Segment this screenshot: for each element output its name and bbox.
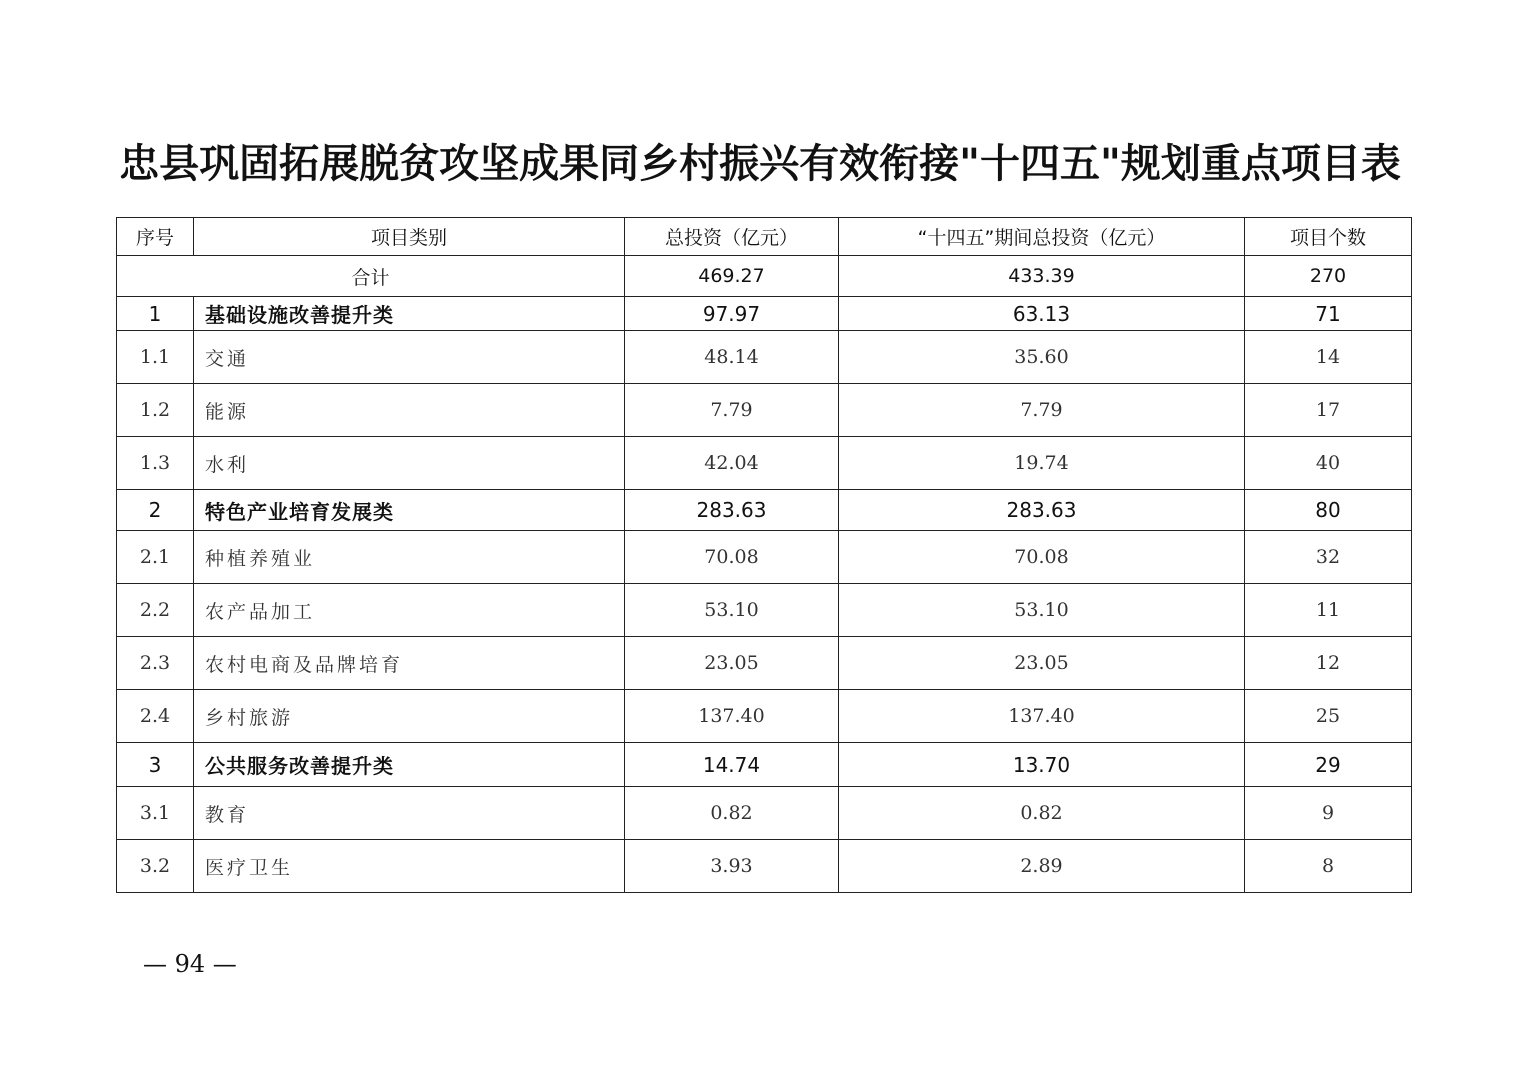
row-total: 0.82 (625, 787, 839, 840)
table-row (117, 297, 1412, 331)
row-total: 23.05 (625, 637, 839, 690)
row-period: 63.13 (839, 297, 1245, 331)
total-count: 270 (1245, 256, 1412, 297)
row-index: 2.2 (117, 584, 194, 637)
row-period: 53.10 (839, 584, 1245, 637)
row-count: 11 (1245, 584, 1412, 637)
row-name: 种植养殖业 (194, 531, 625, 584)
table-row (117, 787, 1412, 840)
row-index: 1.1 (117, 331, 194, 384)
row-name: 农村电商及品牌培育 (194, 637, 625, 690)
table-row (117, 690, 1412, 743)
table-row (117, 384, 1412, 437)
row-index: 3 (117, 743, 194, 787)
header-count: 项目个数 (1245, 218, 1412, 256)
total-period-investment: 433.39 (839, 256, 1245, 297)
row-period: 13.70 (839, 743, 1245, 787)
row-count: 9 (1245, 787, 1412, 840)
row-name: 教育 (194, 787, 625, 840)
row-count: 8 (1245, 840, 1412, 893)
row-count: 14 (1245, 331, 1412, 384)
header-total-investment: 总投资（亿元） (625, 218, 839, 256)
row-count: 32 (1245, 531, 1412, 584)
row-count: 40 (1245, 437, 1412, 490)
row-index: 3.1 (117, 787, 194, 840)
total-row (117, 256, 1412, 297)
row-name: 乡村旅游 (194, 690, 625, 743)
header-row (117, 218, 1412, 256)
row-period: 283.63 (839, 490, 1245, 531)
row-period: 0.82 (839, 787, 1245, 840)
row-period: 35.60 (839, 331, 1245, 384)
row-count: 17 (1245, 384, 1412, 437)
header-period-investment: “十四五”期间总投资（亿元） (839, 218, 1245, 256)
row-name: 交通 (194, 331, 625, 384)
row-name: 能源 (194, 384, 625, 437)
row-name: 基础设施改善提升类 (194, 297, 625, 331)
table-row (117, 531, 1412, 584)
row-total: 3.93 (625, 840, 839, 893)
row-index: 2 (117, 490, 194, 531)
row-name: 医疗卫生 (194, 840, 625, 893)
total-label: 合计 (117, 256, 625, 297)
table-row (117, 490, 1412, 531)
row-total: 42.04 (625, 437, 839, 490)
row-period: 23.05 (839, 637, 1245, 690)
row-index: 1 (117, 297, 194, 331)
row-period: 137.40 (839, 690, 1245, 743)
table-row (117, 584, 1412, 637)
row-total: 14.74 (625, 743, 839, 787)
row-name: 水利 (194, 437, 625, 490)
row-count: 80 (1245, 490, 1412, 531)
row-total: 53.10 (625, 584, 839, 637)
row-index: 1.2 (117, 384, 194, 437)
total-investment: 469.27 (625, 256, 839, 297)
row-index: 2.4 (117, 690, 194, 743)
row-period: 7.79 (839, 384, 1245, 437)
row-index: 3.2 (117, 840, 194, 893)
row-total: 7.79 (625, 384, 839, 437)
table-row (117, 331, 1412, 384)
page-number: — 94 — (143, 950, 237, 978)
header-index: 序号 (117, 218, 194, 256)
project-table (116, 217, 1412, 893)
row-total: 283.63 (625, 490, 839, 531)
row-period: 2.89 (839, 840, 1245, 893)
table-row (117, 840, 1412, 893)
row-name: 公共服务改善提升类 (194, 743, 625, 787)
header-category: 项目类别 (194, 218, 625, 256)
row-count: 29 (1245, 743, 1412, 787)
row-total: 48.14 (625, 331, 839, 384)
row-count: 12 (1245, 637, 1412, 690)
table-row (117, 743, 1412, 787)
row-count: 71 (1245, 297, 1412, 331)
row-total: 97.97 (625, 297, 839, 331)
row-index: 1.3 (117, 437, 194, 490)
page-title: 忠县巩固拓展脱贫攻坚成果同乡村振兴有效衔接"十四五"规划重点项目表 (119, 140, 1401, 187)
row-period: 19.74 (839, 437, 1245, 490)
row-name: 农产品加工 (194, 584, 625, 637)
row-total: 70.08 (625, 531, 839, 584)
row-period: 70.08 (839, 531, 1245, 584)
row-name: 特色产业培育发展类 (194, 490, 625, 531)
row-index: 2.1 (117, 531, 194, 584)
row-count: 25 (1245, 690, 1412, 743)
table-row (117, 637, 1412, 690)
row-total: 137.40 (625, 690, 839, 743)
table-row (117, 437, 1412, 490)
row-index: 2.3 (117, 637, 194, 690)
